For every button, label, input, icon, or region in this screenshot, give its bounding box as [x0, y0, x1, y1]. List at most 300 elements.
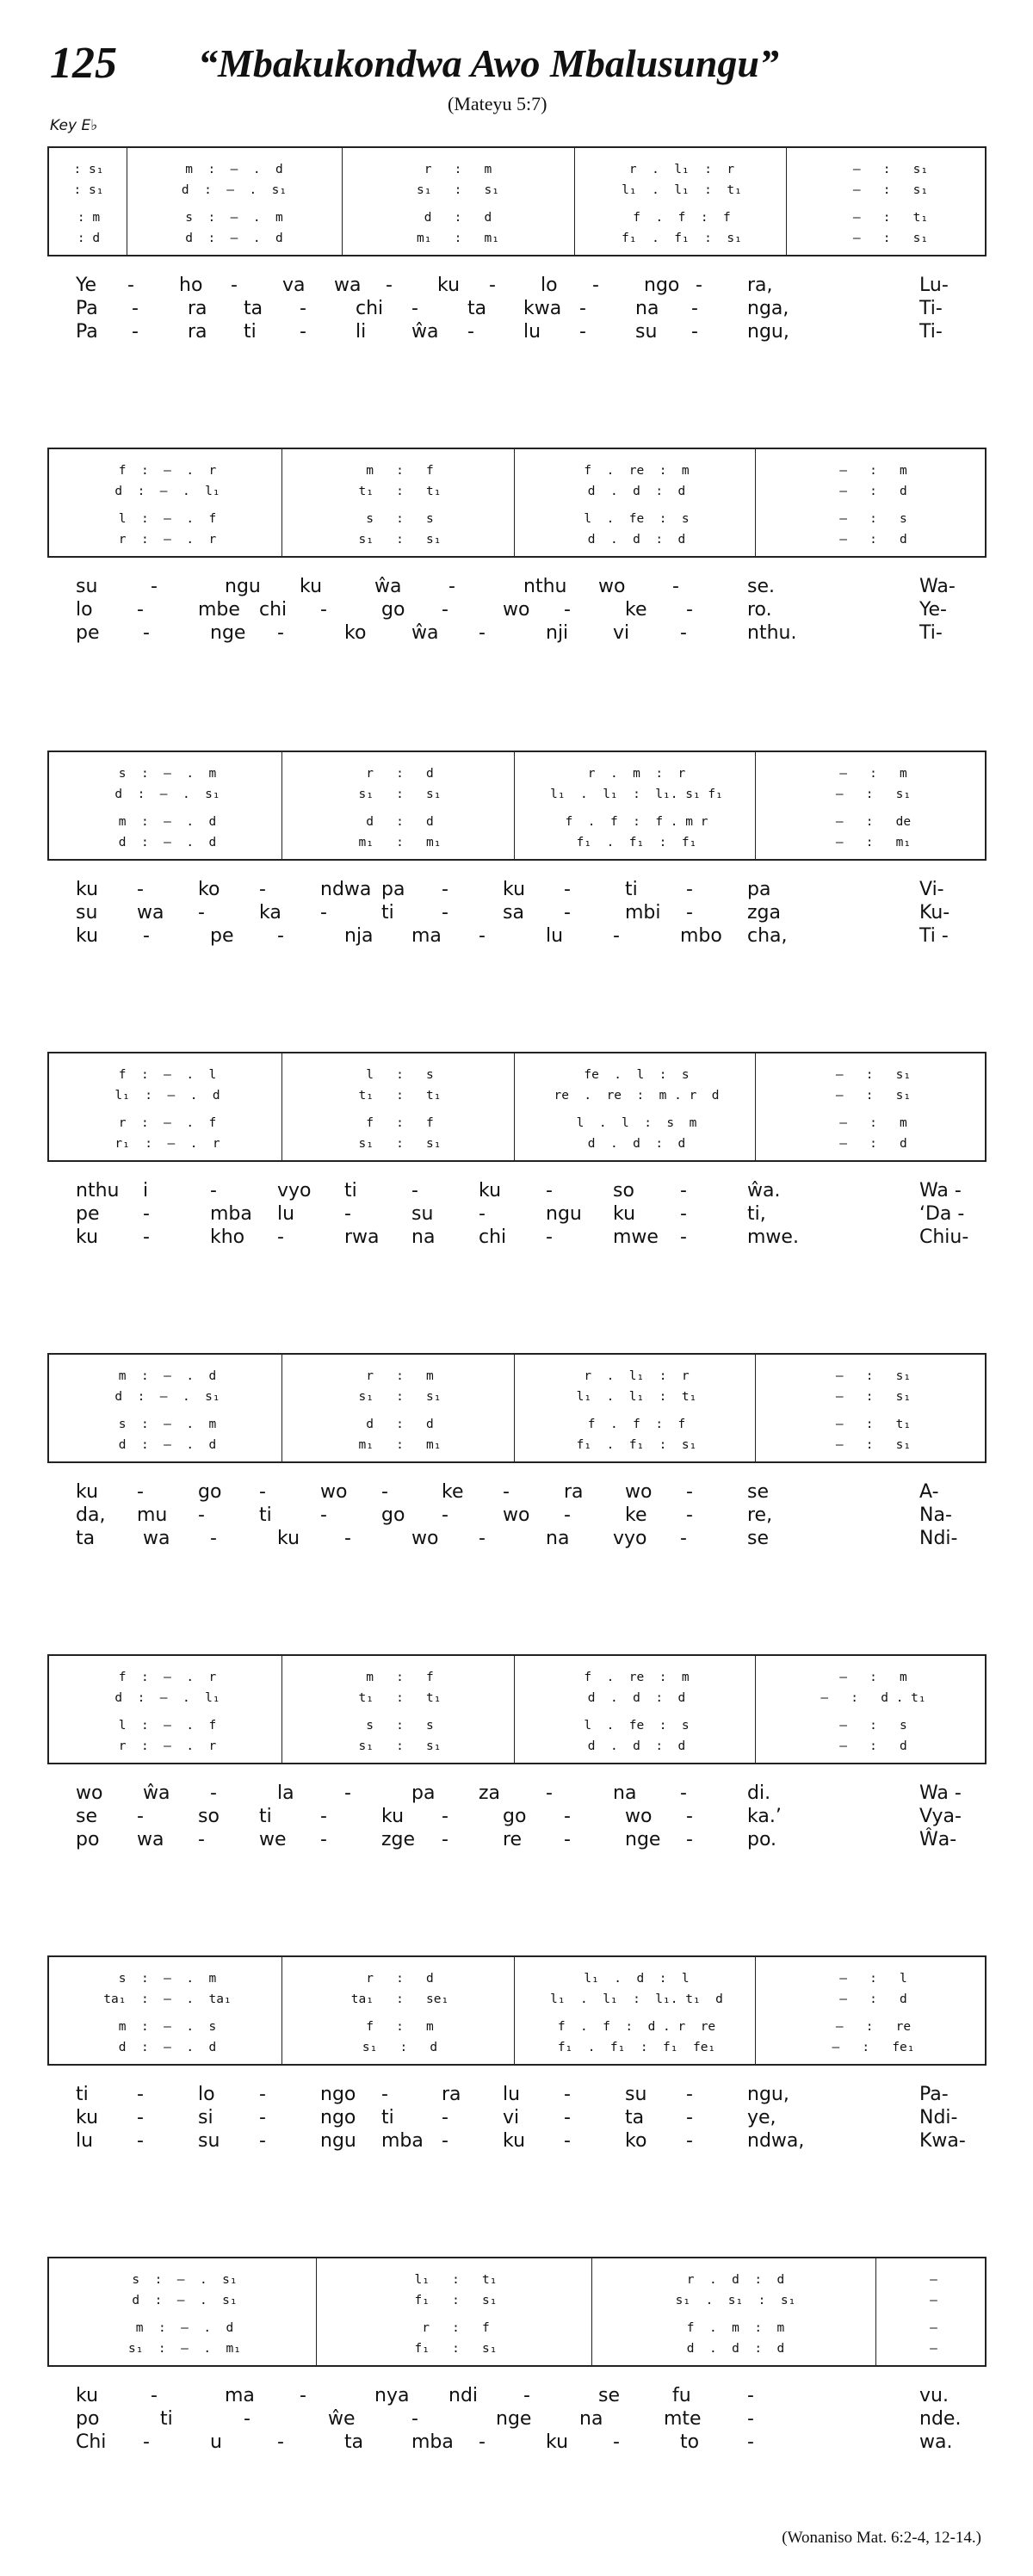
lyric-syllable: lu	[76, 2130, 94, 2152]
lyric-syllable: mbo	[680, 925, 722, 947]
lyric-syllable: Ti-	[919, 622, 943, 644]
lyric-syllable: -	[680, 1528, 687, 1549]
note-cell: r : d	[366, 1972, 434, 1986]
lyric-syllable: -	[546, 1226, 553, 1248]
lyric-syllable: ti	[259, 1806, 272, 1827]
lyric-syllable: -	[546, 1782, 553, 1804]
lyric-syllable: mte	[664, 2408, 702, 2430]
lyric-syllable: nthu.	[747, 622, 797, 644]
lyric-line-1	[76, 575, 971, 599]
lyric-syllable: ti	[344, 1180, 357, 1202]
music-system-6	[47, 1654, 987, 1764]
lyric-syllable: -	[231, 275, 238, 296]
lyric-syllable: -	[442, 2130, 448, 2152]
lyric-syllable: -	[259, 879, 266, 900]
lyric-syllable: vi	[613, 622, 630, 644]
lyric-syllable: ŵa	[411, 622, 439, 644]
lyric-syllable: se	[598, 2385, 620, 2406]
lyric-syllable: ra	[188, 321, 207, 343]
note-cell: s₁ : s₁	[416, 183, 500, 197]
note-cell: l . fe : s	[584, 512, 690, 526]
lyric-syllable: -	[503, 1481, 510, 1503]
lyric-syllable: -	[143, 1226, 150, 1248]
note-cell: s₁ : s₁	[358, 1390, 442, 1404]
lyric-syllable: ta	[467, 298, 487, 319]
lyric-syllable: ku	[277, 1528, 300, 1549]
lyric-line-1	[76, 274, 971, 298]
lyric-syllable: -	[523, 2385, 530, 2406]
note-cell: : s₁	[73, 163, 104, 176]
note-cell: m₁ : m₁	[358, 836, 442, 849]
lyric-syllable: -	[686, 1806, 693, 1827]
note-cell: d . d : d	[587, 1691, 686, 1705]
lyric-syllable: wa	[334, 275, 362, 296]
lyric-syllable: lu	[523, 321, 541, 343]
lyric-syllable: nge	[625, 1829, 661, 1850]
lyric-syllable: -	[442, 879, 448, 900]
note-cell: — : d	[839, 1137, 907, 1151]
lyric-syllable: -	[564, 1829, 571, 1850]
lyric-syllable: Ndi-	[919, 2107, 958, 2128]
lyric-syllable: Pa-	[919, 2084, 949, 2105]
note-cell: s₁ : s₁	[358, 788, 442, 801]
lyric-syllable: va	[282, 275, 306, 296]
note-cell: l₁ . l₁ : l₁. t₁ d	[550, 1992, 723, 2006]
part-row-lower	[49, 2017, 985, 2036]
note-cell: t₁ : t₁	[358, 1691, 442, 1705]
part-row-bottom	[49, 229, 985, 248]
lyric-syllable: sa	[503, 902, 524, 924]
lyric-syllable: ngo	[644, 275, 680, 296]
lyric-syllable: na	[546, 1528, 570, 1549]
note-cell: — : m	[839, 1671, 907, 1684]
note-cell: s₁ . s₁ : s₁	[675, 2294, 796, 2307]
lyric-syllable: ŵa	[411, 321, 439, 343]
lyric-syllable: -	[564, 1806, 571, 1827]
lyric-syllable: ti	[160, 2408, 173, 2430]
lyric-syllable: na	[579, 2408, 603, 2430]
note-cell: m : f	[366, 1671, 434, 1684]
note-cell: m : – . d	[118, 815, 217, 829]
lyric-syllable: wo	[320, 1481, 348, 1503]
part-row-upper	[49, 1990, 985, 2009]
lyric-syllable: -	[442, 902, 448, 924]
lyric-syllable: ta	[76, 1528, 96, 1549]
lyric-syllable: ko	[344, 622, 367, 644]
lyric-syllable: ta	[625, 2107, 645, 2128]
part-row-bottom	[49, 2038, 985, 2057]
lyric-syllable: -	[680, 622, 687, 644]
note-cell: — : l	[839, 1972, 907, 1986]
lyric-syllable: Ŵa-	[919, 1829, 957, 1850]
note-cell: d . d : d	[587, 485, 686, 498]
lyric-syllable: mbe	[198, 599, 240, 621]
lyric-syllable: -	[442, 1504, 448, 1526]
lyric-syllable: ku	[479, 1180, 502, 1202]
note-cell: : d	[77, 232, 101, 245]
lyric-syllable: mu	[137, 1504, 168, 1526]
lyric-syllable: lu	[277, 1203, 295, 1225]
lyric-syllable: ngu	[546, 1203, 582, 1225]
part-row-lower	[49, 2319, 985, 2338]
lyric-syllable: -	[686, 2107, 693, 2128]
lyric-syllable: -	[686, 902, 693, 924]
lyric-syllable: ngu	[320, 2130, 356, 2152]
lyric-line-3	[76, 1226, 971, 1250]
lyric-syllable: ti	[244, 321, 257, 343]
lyric-syllable: ngo	[320, 2107, 356, 2128]
note-cell: f₁ . f₁ : s₁	[576, 1438, 697, 1452]
lyric-syllable: -	[300, 298, 306, 319]
lyric-syllable: ye,	[747, 2107, 776, 2128]
lyric-syllable: ra	[442, 2084, 461, 2105]
lyric-syllable: -	[344, 1203, 351, 1225]
lyric-syllable: -	[747, 2431, 754, 2453]
lyric-syllable: -	[411, 1180, 418, 1202]
note-cell: d : – . d	[185, 232, 283, 245]
lyric-syllable: -	[259, 1481, 266, 1503]
lyric-syllable: wa.	[919, 2431, 953, 2453]
lyric-syllable: -	[320, 902, 327, 924]
lyric-syllable: -	[686, 2084, 693, 2105]
note-cell: f : – . r	[118, 464, 217, 478]
lyric-syllable: ro.	[747, 599, 772, 621]
lyric-syllable: Na-	[919, 1504, 952, 1526]
lyric-syllable: kho	[210, 1226, 245, 1248]
key-signature: Key E♭	[50, 117, 98, 134]
note-cell: f₁ . f₁ : f₁ fe₁	[557, 2041, 716, 2054]
lyric-syllable: -	[143, 2431, 150, 2453]
lyric-syllable: nge	[496, 2408, 532, 2430]
part-row-bottom	[49, 1134, 985, 1153]
lyric-syllable: -	[137, 2130, 144, 2152]
lyric-syllable: Ku-	[919, 902, 950, 924]
part-row-bottom	[49, 530, 985, 549]
lyric-syllable: ti	[381, 2107, 394, 2128]
lyric-syllable: Ye	[76, 275, 97, 296]
lyric-syllable: -	[244, 2408, 251, 2430]
lyric-syllable: Wa -	[919, 1180, 962, 1202]
lyric-syllable: -	[411, 298, 418, 319]
lyric-syllable: ra	[188, 298, 207, 319]
note-cell: d : – . d	[118, 2041, 217, 2054]
note-cell: re . re : m . r d	[554, 1089, 720, 1103]
lyric-syllable: ma	[411, 925, 442, 947]
lyric-line-1	[76, 1480, 971, 1504]
lyric-syllable: pe	[76, 622, 100, 644]
note-cell: ta₁ : – . ta₁	[103, 1992, 232, 2006]
lyric-syllable: Lu-	[919, 275, 949, 296]
lyric-syllable: -	[579, 321, 586, 343]
part-row-upper	[49, 1086, 985, 1105]
lyric-syllable: wa	[143, 1528, 170, 1549]
lyric-syllable: ku	[503, 2130, 526, 2152]
note-cell: — : s₁	[852, 163, 929, 176]
lyric-syllable: -	[143, 925, 150, 947]
lyric-syllable: -	[564, 1504, 571, 1526]
lyric-syllable: ‘Da -	[919, 1203, 965, 1225]
lyric-syllable: -	[320, 1504, 327, 1526]
lyric-syllable: wo	[411, 1528, 439, 1549]
lyric-syllable: mba	[411, 2431, 454, 2453]
note-cell: f₁ : s₁	[414, 2294, 498, 2307]
note-cell: s : – . m	[185, 211, 283, 225]
lyric-syllable: A-	[919, 1481, 939, 1503]
lyric-syllable: -	[442, 1806, 448, 1827]
note-cell: s₁ : s₁	[358, 1137, 442, 1151]
lyric-syllable: re,	[747, 1504, 773, 1526]
music-system-7	[47, 1955, 987, 2066]
lyric-syllable: -	[680, 1180, 687, 1202]
lyric-syllable: ngu,	[747, 2084, 789, 2105]
lyric-syllable: wo	[76, 1782, 103, 1804]
lyric-syllable: se	[747, 1481, 769, 1503]
lyric-syllable: -	[320, 1806, 327, 1827]
lyric-syllable: ta	[244, 298, 263, 319]
note-cell: —	[930, 2273, 937, 2287]
lyric-syllable: to	[680, 2431, 700, 2453]
lyric-syllable: ŵe	[328, 2408, 356, 2430]
note-cell: — : fe₁	[832, 2041, 915, 2054]
lyric-line-3	[76, 2129, 971, 2153]
lyric-syllable: ku	[76, 1481, 99, 1503]
note-cell: f₁ . f₁ : f₁	[576, 836, 697, 849]
lyric-syllable: ka.’	[747, 1806, 782, 1827]
lyric-syllable: wo	[598, 576, 626, 597]
lyric-syllable: ku	[76, 879, 99, 900]
lyric-syllable: vi	[503, 2107, 520, 2128]
lyric-syllable: wo	[503, 599, 530, 621]
lyric-syllable: za	[479, 1782, 501, 1804]
lyric-syllable: -	[747, 2385, 754, 2406]
lyric-syllable: -	[132, 321, 139, 343]
lyric-syllable: su	[76, 902, 98, 924]
lyric-syllable: -	[137, 879, 144, 900]
lyric-syllable: -	[564, 2084, 571, 2105]
lyric-syllable: go	[381, 599, 405, 621]
note-cell: l₁ : – . d	[114, 1089, 220, 1103]
note-cell: l₁ . l₁ : t₁	[576, 1390, 697, 1404]
lyric-syllable: ko	[625, 2130, 647, 2152]
lyric-line-3	[76, 1527, 971, 1551]
note-cell: — : m	[839, 1116, 907, 1130]
lyric-line-3	[76, 2431, 971, 2455]
note-cell: — : s₁	[835, 1390, 912, 1404]
note-cell: r : – . f	[118, 1116, 217, 1130]
lyric-syllable: su	[635, 321, 658, 343]
lyric-syllable: vu.	[919, 2385, 949, 2406]
note-cell: m : – . d	[185, 163, 283, 176]
note-cell: r . d : d	[686, 2273, 785, 2287]
note-cell: f . re : m	[584, 464, 690, 478]
note-cell: — : s₁	[835, 1369, 912, 1383]
lyric-syllable: se.	[747, 576, 775, 597]
lyric-line-2	[76, 598, 971, 622]
lyric-syllable: ka	[259, 902, 281, 924]
note-cell: d : d	[366, 815, 434, 829]
note-cell: — : m₁	[835, 836, 912, 849]
lyric-syllable: ho	[179, 275, 203, 296]
lyric-syllable: ke	[625, 599, 647, 621]
lyric-line-1	[76, 1782, 971, 1806]
lyric-syllable: -	[151, 2385, 158, 2406]
lyric-syllable: -	[137, 1481, 144, 1503]
note-cell: — : d	[839, 485, 907, 498]
lyric-line-2	[76, 297, 971, 321]
music-system-1	[47, 146, 987, 256]
note-cell: — : s₁	[835, 1438, 912, 1452]
lyric-syllable: -	[680, 1782, 687, 1804]
lyric-syllable: -	[277, 622, 284, 644]
lyric-line-1	[76, 2083, 971, 2107]
lyric-syllable: ti	[625, 879, 638, 900]
lyric-syllable: vyo	[277, 1180, 312, 1202]
lyric-syllable: -	[691, 321, 698, 343]
lyric-line-1	[76, 1179, 971, 1203]
note-cell: — : de	[835, 815, 912, 829]
note-cell: — : m	[839, 464, 907, 478]
note-cell: r₁ : – . r	[114, 1137, 220, 1151]
part-row-upper	[49, 1689, 985, 1708]
part-row-bottom	[49, 1737, 985, 1756]
note-cell: r . l₁ : r	[628, 163, 735, 176]
lyric-syllable: -	[564, 599, 571, 621]
scripture-reference: (Mateyu 5:7)	[448, 93, 547, 114]
note-cell: d : – . d	[118, 836, 217, 849]
lyric-syllable: chi	[259, 599, 288, 621]
note-cell: — : s₁	[852, 232, 929, 245]
lyric-syllable: ku	[76, 925, 99, 947]
note-cell: —	[930, 2294, 937, 2307]
lyric-syllable: -	[680, 1226, 687, 1248]
note-cell: l : s	[366, 1068, 434, 1082]
note-cell: — : d	[839, 1739, 907, 1753]
lyric-syllable: la	[277, 1782, 294, 1804]
lyric-syllable: -	[198, 902, 205, 924]
part-row-upper	[49, 2291, 985, 2310]
lyric-syllable: -	[564, 879, 571, 900]
part-row-lower	[49, 812, 985, 831]
part-row-top	[49, 1066, 985, 1084]
note-cell: f : – . r	[118, 1671, 217, 1684]
lyric-syllable: wo	[503, 1504, 530, 1526]
lyric-syllable: vyo	[613, 1528, 647, 1549]
lyric-line-2	[76, 1202, 971, 1226]
note-cell: — : d . t₁	[820, 1691, 926, 1705]
lyric-syllable: -	[320, 599, 327, 621]
lyric-syllable: -	[344, 1528, 351, 1549]
part-row-upper	[49, 785, 985, 804]
lyric-syllable: -	[672, 576, 679, 597]
note-cell: l : – . f	[118, 512, 217, 526]
lyric-syllable: -	[686, 2130, 693, 2152]
lyric-syllable: Vi-	[919, 879, 944, 900]
lyric-syllable: ndwa	[320, 879, 372, 900]
lyric-syllable: -	[143, 622, 150, 644]
lyric-syllable: ŵa	[143, 1782, 170, 1804]
part-row-lower	[49, 208, 985, 227]
lyric-syllable: lo	[198, 2084, 215, 2105]
lyric-syllable: -	[259, 2084, 266, 2105]
lyric-syllable: nja	[344, 925, 374, 947]
lyric-syllable: nde.	[919, 2408, 962, 2430]
part-row-top	[49, 2270, 985, 2289]
part-row-upper	[49, 482, 985, 501]
lyric-syllable: mwe.	[747, 1226, 799, 1248]
lyric-syllable: -	[613, 2431, 620, 2453]
lyric-syllable: wa	[137, 1829, 164, 1850]
lyric-syllable: -	[137, 599, 144, 621]
lyric-syllable: ta	[344, 2431, 364, 2453]
lyric-syllable: Kwa-	[919, 2130, 966, 2152]
note-cell: s : s	[366, 1719, 434, 1733]
lyric-syllable: -	[479, 1203, 486, 1225]
note-cell: — : re	[835, 2020, 912, 2034]
lyric-line-2	[76, 1805, 971, 1829]
lyric-syllable: Wa-	[919, 576, 956, 597]
lyric-syllable: -	[137, 2084, 144, 2105]
lyric-syllable: po.	[747, 1829, 777, 1850]
music-system-8	[47, 2257, 987, 2367]
note-cell: — : t₁	[852, 211, 929, 225]
lyric-syllable: su	[411, 1203, 434, 1225]
lyric-syllable: -	[564, 902, 571, 924]
note-cell: d : – . l₁	[114, 1691, 220, 1705]
lyric-syllable: -	[127, 275, 134, 296]
lyric-syllable: go	[503, 1806, 527, 1827]
lyric-syllable: ti	[76, 2084, 89, 2105]
lyric-syllable: -	[546, 1180, 553, 1202]
lyric-syllable: ngu	[225, 576, 261, 597]
lyric-syllable: se	[76, 1806, 97, 1827]
lyric-syllable: -	[198, 1829, 205, 1850]
part-row-top	[49, 160, 985, 179]
note-cell: s₁ : s₁	[358, 533, 442, 547]
note-cell: l₁ : t₁	[414, 2273, 498, 2287]
lyric-syllable: -	[300, 2385, 306, 2406]
note-cell: s : s	[366, 512, 434, 526]
note-cell: — : s	[839, 512, 907, 526]
part-row-lower	[49, 1114, 985, 1133]
lyric-syllable: pe	[210, 925, 234, 947]
note-cell: l₁ . l₁ : l₁. s₁ f₁	[550, 788, 723, 801]
lyric-syllable: wo	[625, 1806, 653, 1827]
lyric-syllable: -	[320, 1829, 327, 1850]
lyric-line-1	[76, 2384, 971, 2408]
part-row-top	[49, 1969, 985, 1988]
music-system-5	[47, 1353, 987, 1463]
note-cell: r : m	[424, 163, 492, 176]
lyric-syllable: u	[210, 2431, 222, 2453]
music-system-3	[47, 751, 987, 861]
lyric-syllable: nga,	[747, 298, 789, 319]
lyric-syllable: Ye-	[919, 599, 947, 621]
note-cell: d . d : d	[587, 1739, 686, 1753]
lyric-syllable: mbi	[625, 902, 661, 924]
lyric-syllable: Ti-	[919, 321, 943, 343]
note-cell: r . l₁ : r	[584, 1369, 690, 1383]
note-cell: —	[930, 2342, 937, 2356]
note-cell: — : s	[839, 1719, 907, 1733]
note-cell: r . m : r	[587, 767, 686, 781]
lyric-syllable: -	[479, 925, 486, 947]
lyric-syllable: -	[691, 298, 698, 319]
lyric-syllable: mba	[381, 2130, 424, 2152]
note-cell: ta₁ : se₁	[350, 1992, 449, 2006]
lyric-syllable: i	[143, 1180, 149, 1202]
lyric-syllable: Ti-	[919, 298, 943, 319]
lyric-syllable: na	[635, 298, 659, 319]
